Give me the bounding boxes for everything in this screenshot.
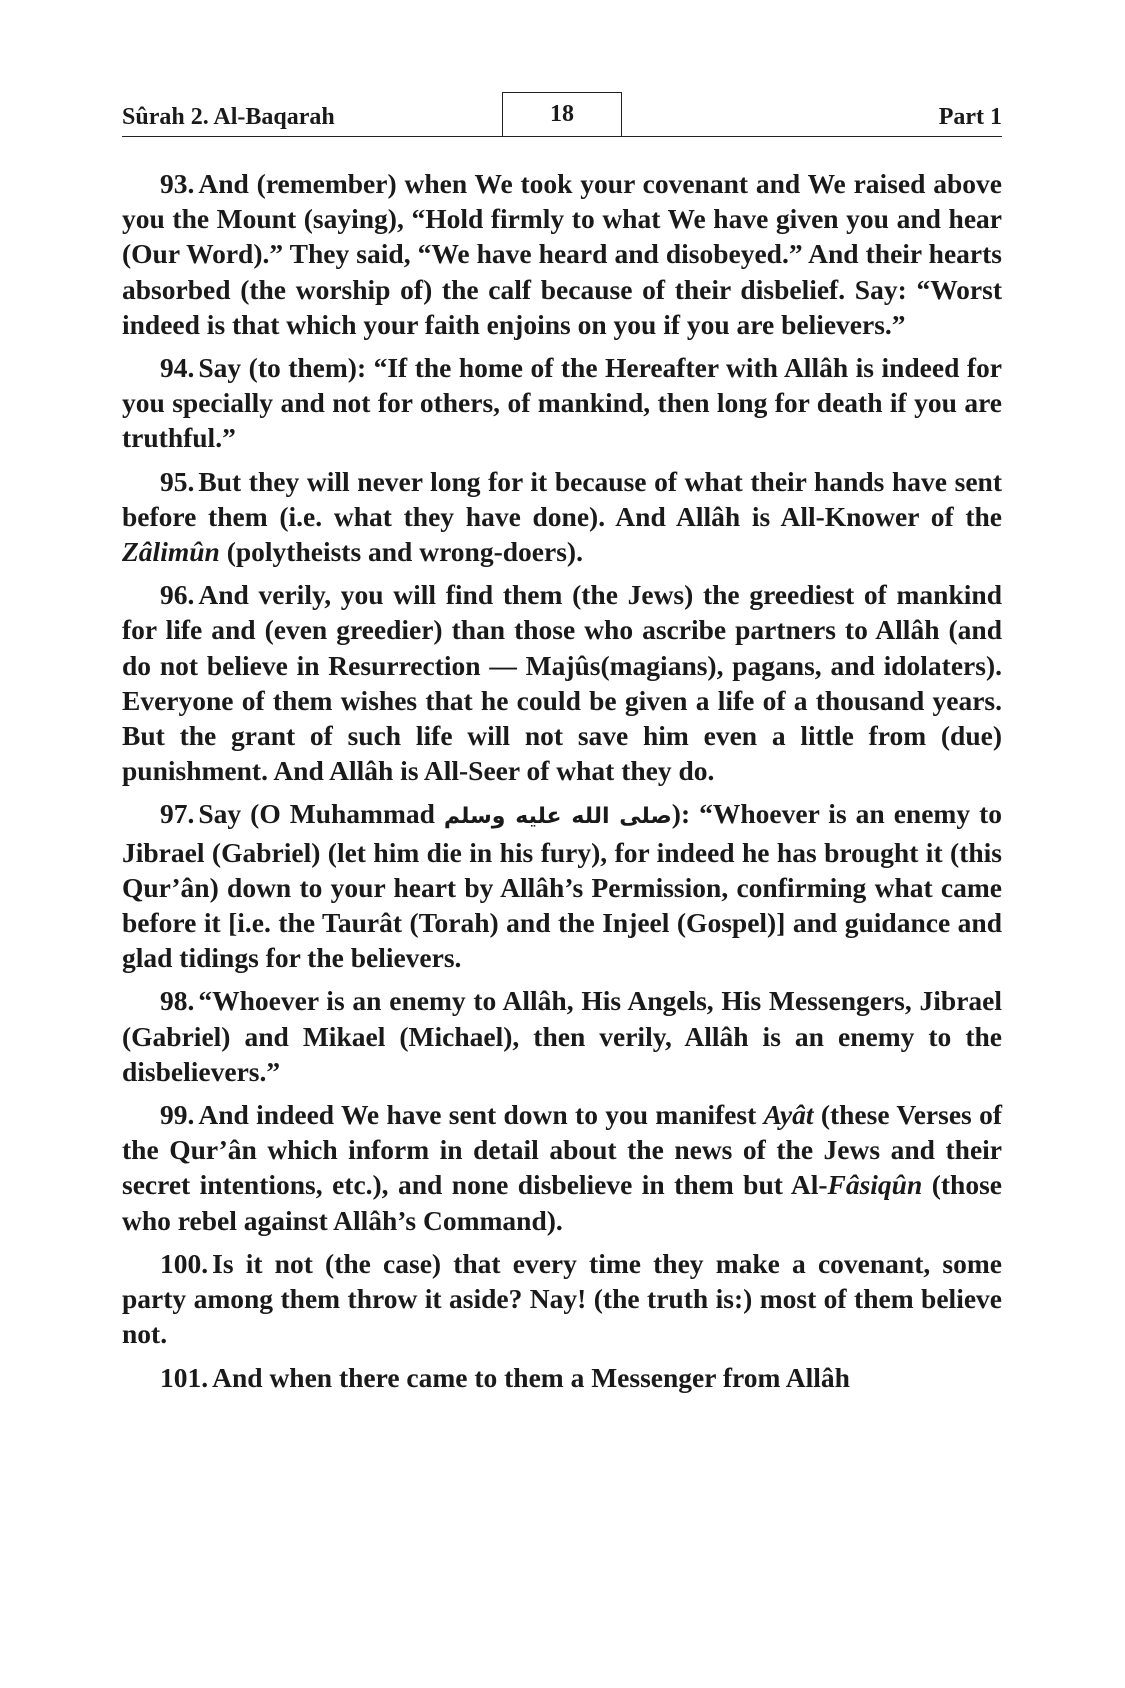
verse-text: Is it not (the case) that every time they make a covenant, some party among them throw it aside? Nay! (the truth is:) most of them believe not. — [122, 1247, 1002, 1350]
verse-98 — [122, 983, 1002, 1089]
verse-text: And indeed We have sent down to you manifest — [198, 1099, 764, 1131]
verse-93 — [122, 166, 1002, 342]
verse-number: 94. — [160, 352, 195, 384]
italic-term: Ayât — [763, 1099, 814, 1131]
verse-text: (these Verses of the Qur’ân which inform in detail about the news of the Jews and their secret intentions, etc.), and none disbelieve in them but Al- — [122, 1099, 1002, 1201]
verse-94 — [122, 350, 1002, 456]
arabic-salutation: صلى الله عليه وسلم — [443, 804, 672, 830]
verse-101 — [122, 1360, 1002, 1395]
verse-text: And when there came to them a Messenger from Allâh — [212, 1361, 850, 1393]
part-label: Part 1 — [938, 104, 1002, 130]
page-number: 18 — [502, 92, 622, 136]
verse-text: And verily, you will find them (the Jews) the greediest of mankind for life and (even greedier) than those who ascribe partners to Allâh (and do not believe in Resurrection — Majûs(magians), pagans, and idolaters). Everyone of them wishes that he could be given a life of a thousand years. But the grant of such life will not save him even a little from (due) punishment. And Allâh is All-Seer of what they do. — [122, 579, 1002, 787]
verse-text: “Whoever is an enemy to Allâh, His Angels, His Messengers, Jibrael (Gabriel) and Mikael (Michael), then verily, Allâh is an enemy to the disbelievers.” — [122, 985, 1002, 1087]
verse-text: ): “Whoever is an enemy to Jibrael (Gabriel) (let him die in his fury), for indeed he has brought it (this Qur’ân) down to your heart by Allâh’s Permission, confirming what came before it [i.e. the Taurât (Torah) and the Injeel (Gospel)] and guidance and glad tidings for the believers. — [122, 798, 1002, 974]
italic-term: Zâlimûn — [122, 536, 220, 568]
verse-text: And (remember) when We took your covenant and We raised above you the Mount (saying), “Hold firmly to what We have given you and hear (Our Word).” They said, “We have heard and disobeyed.” And their hearts absorbed (the worship of) the calf because of their disbelief. Say: “Worst indeed is that which your faith enjoins on you if you are believers.” — [122, 168, 1002, 340]
verse-number: 99. — [160, 1099, 195, 1131]
verse-number: 100. — [160, 1247, 209, 1279]
verse-text: (polytheists and wrong-doers). — [219, 536, 583, 568]
italic-term: Fâsiqûn — [827, 1169, 923, 1201]
verse-text: But they will never long for it because of what their hands have sent before them (i.e. what they have done). And Allâh is All-Knower of the — [122, 465, 1002, 532]
verse-body — [122, 166, 1002, 1403]
verse-97 — [122, 796, 1002, 975]
verse-96 — [122, 577, 1002, 788]
surah-title: Sûrah 2. Al-Baqarah — [122, 104, 335, 130]
verse-text: Say (O Muhammad — [198, 798, 444, 830]
verse-number: 97. — [160, 798, 195, 830]
verse-number: 95. — [160, 465, 195, 497]
verse-number: 96. — [160, 579, 195, 611]
verse-95 — [122, 464, 1002, 570]
verse-text: Say (to them): “If the home of the Hereafter with Allâh is indeed for you specially and not for others, of mankind, then long for death if you are truthful.” — [122, 352, 1002, 454]
verse-number: 98. — [160, 985, 195, 1017]
verse-number: 93. — [160, 168, 195, 199]
verse-text: (those who rebel against Allâh’s Command). — [122, 1169, 1002, 1236]
verse-number: 101. — [160, 1361, 209, 1393]
verse-100 — [122, 1246, 1002, 1352]
running-header — [122, 92, 1002, 137]
verse-99 — [122, 1097, 1002, 1238]
